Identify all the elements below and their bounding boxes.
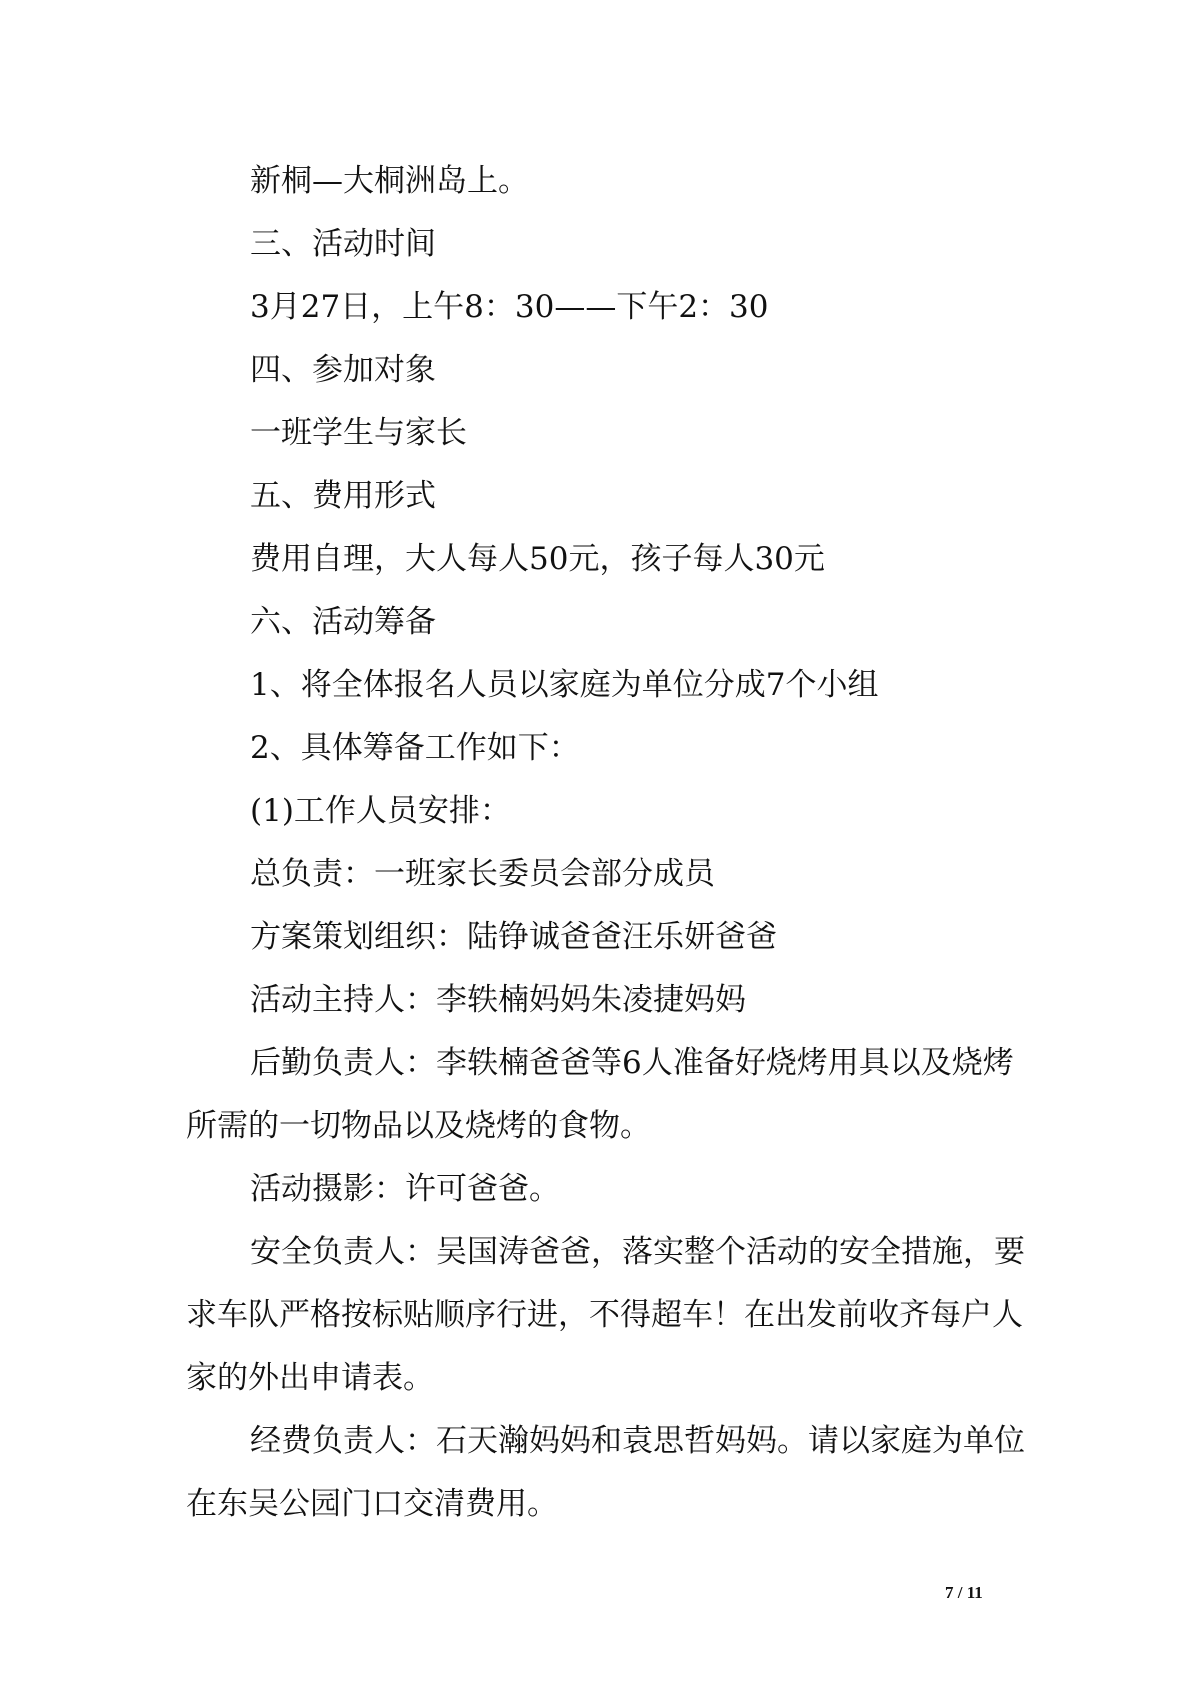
page-number: 7 / 11	[945, 1583, 983, 1602]
paragraph: 经费负责人：石天瀚妈妈和袁思哲妈妈。请以家庭为单位在东吴公园门口交清费用。	[186, 1423, 1025, 1522]
paragraph: 一班学生与家长	[250, 415, 467, 451]
paragraph: 3月27日，上午8：30——下午2：30	[250, 289, 769, 325]
section-heading: 五、费用形式	[250, 478, 436, 514]
paragraph: 总负责：一班家长委员会部分成员	[250, 856, 715, 892]
section-heading: 六、活动筹备	[250, 604, 436, 640]
paragraph: 安全负责人：吴国涛爸爸，落实整个活动的安全措施，要求车队严格按标贴顺序行进，不得超车！在出发前收齐每户人家的外出申请表。	[186, 1234, 1025, 1396]
section-heading: 三、活动时间	[250, 226, 436, 262]
paragraph: 费用自理，大人每人50元，孩子每人30元	[250, 541, 825, 577]
paragraph: 后勤负责人：李轶楠爸爸等6人准备好烧烤用具以及烧烤所需的一切物品以及烧烤的食物。	[186, 1045, 1014, 1144]
paragraph: 活动摄影：许可爸爸。	[250, 1171, 560, 1207]
paragraph: 方案策划组织：陆铮诚爸爸汪乐妍爸爸	[250, 919, 777, 955]
paragraph: 活动主持人：李轶楠妈妈朱凌捷妈妈	[250, 982, 746, 1018]
list-item: 1、将全体报名人员以家庭为单位分成7个小组	[250, 667, 879, 703]
document-body	[186, 150, 1036, 1536]
paragraph: 新桐—大桐洲岛上。	[250, 163, 529, 199]
list-item: 2、具体筹备工作如下：	[250, 730, 580, 766]
section-heading: 四、参加对象	[250, 352, 436, 388]
sub-heading: (1)工作人员安排：	[250, 793, 511, 829]
